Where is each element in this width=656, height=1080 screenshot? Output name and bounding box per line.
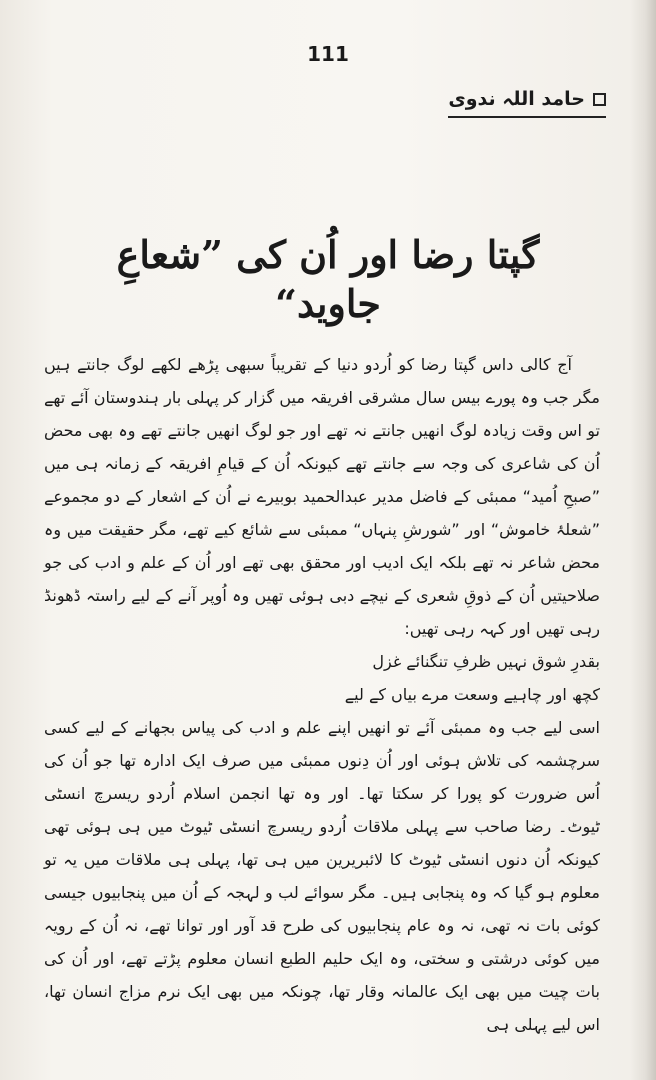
- square-bullet-icon: [593, 93, 606, 106]
- verse-line-1: بقدرِ شوق نہیں ظرفِ تنگنائے غزل: [372, 652, 600, 671]
- article-body: [44, 348, 600, 1041]
- verse-line-2: کچھ اور چاہیے وسعت مرے بیاں کے لیے: [344, 685, 600, 704]
- page-spine-shadow: [630, 0, 656, 1080]
- paragraph-2: اسی لیے جب وہ ممبئی آئے تو انھیں اپنے علم و ادب کی پیاس بجھانے کے لیے کسی سرچشمہ کی تلاش ہوئی اور اُن دِنوں ممبئی میں صرف ایک ادارہ تھا جو اُن کی اُس ضرورت کو پورا کر سکتا تھا۔ اور وہ تھا انجمن اسلام اُردو ریسرچ انسٹی ٹیوٹ۔ رضا صاحب سے پہلی ملاقات اُردو ریسرچ انسٹی ٹیوٹ میں ہی ہوئی تھی کیونکہ اُن دنوں انسٹی ٹیوٹ کا لائبریرین میں ہی تھا، پہلی ہی ملاقات میں یہ تو معلوم ہو گیا کہ وہ پنجابی ہیں۔ مگر سوائے لب و لہجہ کے اُن میں پنجابیوں جیسی کوئی بات نہ تھی، نہ وہ عام پنجابیوں کی طرح قد آور اور توانا تھے، نہ اُن کے رویہ میں کوئی درشتی و سختی، وہ ایک حلیم الطبع انسان معلوم پڑتے تھے، اور اُن کی بات چیت میں بھی ایک عالمانہ وقار تھا، چونکہ میں بھی ایک نرم مزاج انسان تھا، اس لیے پہلی ہی: [44, 718, 600, 1034]
- author-name: حامد اللہ ندوی: [448, 88, 585, 110]
- page-number: 111: [307, 42, 349, 66]
- paragraph-1: آج کالی داس گپتا رضا کو اُردو دنیا کے تقریباً سبھی پڑھے لکھے لوگ جانتے ہیں مگر جب وہ پورے بیس سال مشرقی افریقہ میں گزار کر پہلی بار ہندوستان آئے تھے تو اس وقت زیادہ لوگ انھیں جانتے نہ تھے اور جو لوگ انھیں جانتے تھے وہ بھی محض اُن کی شاعری کی وجہ سے جانتے تھے کیونکہ اُن کے قیامِ افریقہ کے زمانہ ہی میں ”صبحِ اُمید“ ممبئی کے فاضل مدیر عبدالحمید بوبیرے نے اُن کے اشعار کے دو مجموعے ”شعلۂ خاموش“ اور ”شورشِ پنہاں“ ممبئی سے شائع کیے تھے، مگر حقیقت میں وہ محض شاعر نہ تھے بلکہ ایک ادیب اور محقق بھی تھے اور اُن کے علم و ادب کی جو صلاحیتیں اُن کے ذوقِ شعری کے نیچے دبی ہوئی تھیں وہ اُوپر آنے کے لیے راستہ ڈھونڈ رہی تھیں اور کہہ رہی تھیں:: [44, 355, 600, 638]
- author-heading: [448, 88, 606, 118]
- article-title: گپتا رضا اور اُن کی ”شعاعِ جاوید“: [116, 232, 540, 327]
